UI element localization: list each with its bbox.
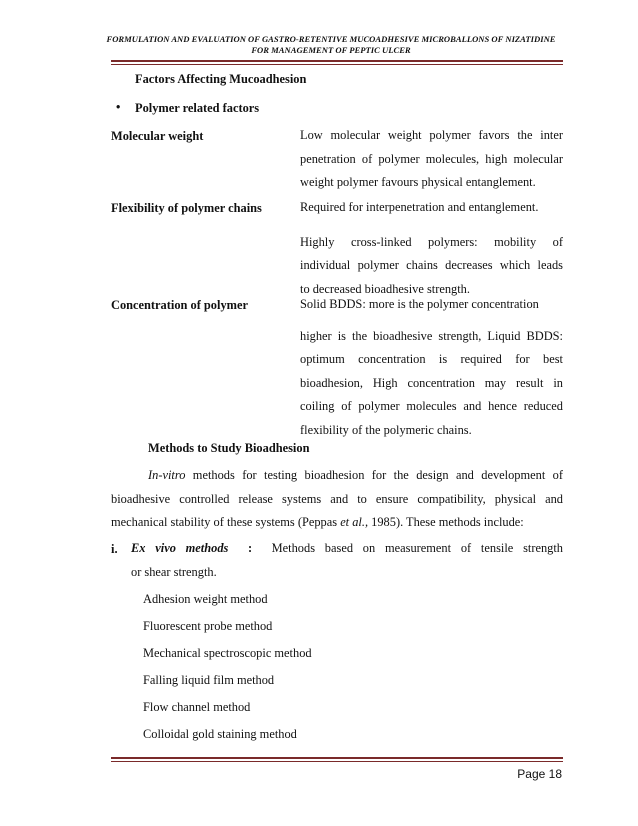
- list-item: [135, 615, 312, 642]
- desc-line: Low molecular weight polymer favors the inter: [300, 128, 563, 142]
- method-label: Fluorescent probe method: [143, 619, 273, 633]
- subheading-polymer-factors: Polymer related factors: [135, 101, 260, 115]
- method-label: Falling liquid film method: [143, 673, 275, 687]
- running-header-line-1: FORMULATION AND EVALUATION OF GASTRO-RETENTIVE MUCOADHESIVE MICROBALLONS OF NIZATIDINE: [106, 34, 556, 44]
- et-al-text: et al.,: [340, 515, 369, 529]
- para-line-2: bioadhesive controlled release systems and to ensure compatibility, physical and: [111, 491, 563, 506]
- footer-rule-thin: [111, 761, 563, 762]
- method-label: Adhesion weight method: [143, 592, 268, 606]
- section-heading-factors: Factors Affecting Mucoadhesion: [135, 72, 307, 86]
- factor-name-flexibility: Flexibility of polymer chains: [111, 201, 262, 215]
- para-line-3-text-b: 1985). These methods include:: [368, 515, 524, 529]
- list-item: [135, 696, 312, 723]
- in-vitro-term: In-vitro: [148, 468, 186, 482]
- footer-rule: [111, 757, 563, 759]
- factor-desc-concentration: [300, 293, 563, 442]
- methods-list: [135, 588, 312, 750]
- running-header-line-2: FOR MANAGEMENT OF PEPTIC ULCER: [251, 45, 411, 55]
- ex-vivo-item: [131, 537, 563, 584]
- list-item: [135, 642, 312, 669]
- method-label: Colloidal gold staining method: [143, 727, 297, 741]
- bullet-dot-icon: •: [116, 100, 121, 114]
- list-item: [135, 588, 312, 615]
- desc-line: individual polymer chains decreases which leads: [300, 258, 563, 272]
- list-item: [135, 669, 312, 696]
- desc-line: bioadhesion, High concentration may result in: [300, 375, 563, 390]
- ex-vivo-line-1: [131, 537, 563, 561]
- desc-line: Highly cross-linked polymers: mobility of: [300, 234, 563, 249]
- section-heading-methods: Methods to Study Bioadhesion: [148, 441, 310, 455]
- para-line-1: [111, 464, 563, 488]
- ex-vivo-colon: :: [247, 541, 253, 555]
- polymer-factors-bullet: [116, 98, 120, 116]
- desc-line: higher is the bioadhesive strength, Liquid BDDS:: [300, 328, 563, 343]
- desc-line: penetration of polymer molecules, high molecular: [300, 151, 563, 166]
- ex-vivo-title: Ex vivo methods: [131, 541, 229, 555]
- method-label: Mechanical spectroscopic method: [143, 646, 312, 660]
- list-item: [135, 723, 312, 750]
- desc-line: weight polymer favours physical entanglement.: [300, 175, 536, 189]
- list-marker-i: i.: [111, 542, 118, 556]
- factor-desc-flexibility: [300, 196, 563, 301]
- ex-vivo-line-2: or shear strength.: [131, 564, 217, 579]
- factor-name-concentration: Concentration of polymer: [111, 298, 248, 312]
- running-header: [100, 34, 562, 56]
- methods-intro-paragraph: [111, 464, 563, 535]
- para-line-3: [111, 511, 563, 535]
- page-number: Page 18: [517, 767, 562, 781]
- para-line-3-text-a: mechanical stability of these systems (Peppas: [111, 515, 341, 529]
- desc-line: coiling of polymer molecules and hence reduced: [300, 399, 563, 413]
- desc-line: optimum concentration is required for best: [300, 352, 563, 366]
- desc-line: Required for interpenetration and entanglement.: [300, 200, 539, 214]
- factor-desc-molecular-weight: [300, 124, 563, 195]
- desc-line: Solid BDDS: more is the polymer concentration: [300, 297, 539, 311]
- method-label: Flow channel method: [143, 700, 251, 714]
- header-rule-thin: [111, 64, 563, 65]
- desc-line: to decreased bioadhesive strength.: [300, 281, 470, 296]
- header-rule: [111, 60, 563, 62]
- factor-name-molecular-weight: Molecular weight: [111, 129, 204, 143]
- para-line-1-text: methods for testing bioadhesion for the design and development of: [185, 468, 563, 482]
- ex-vivo-text: Methods based on measurement of tensile strength: [271, 541, 563, 555]
- desc-line: flexibility of the polymeric chains.: [300, 422, 472, 437]
